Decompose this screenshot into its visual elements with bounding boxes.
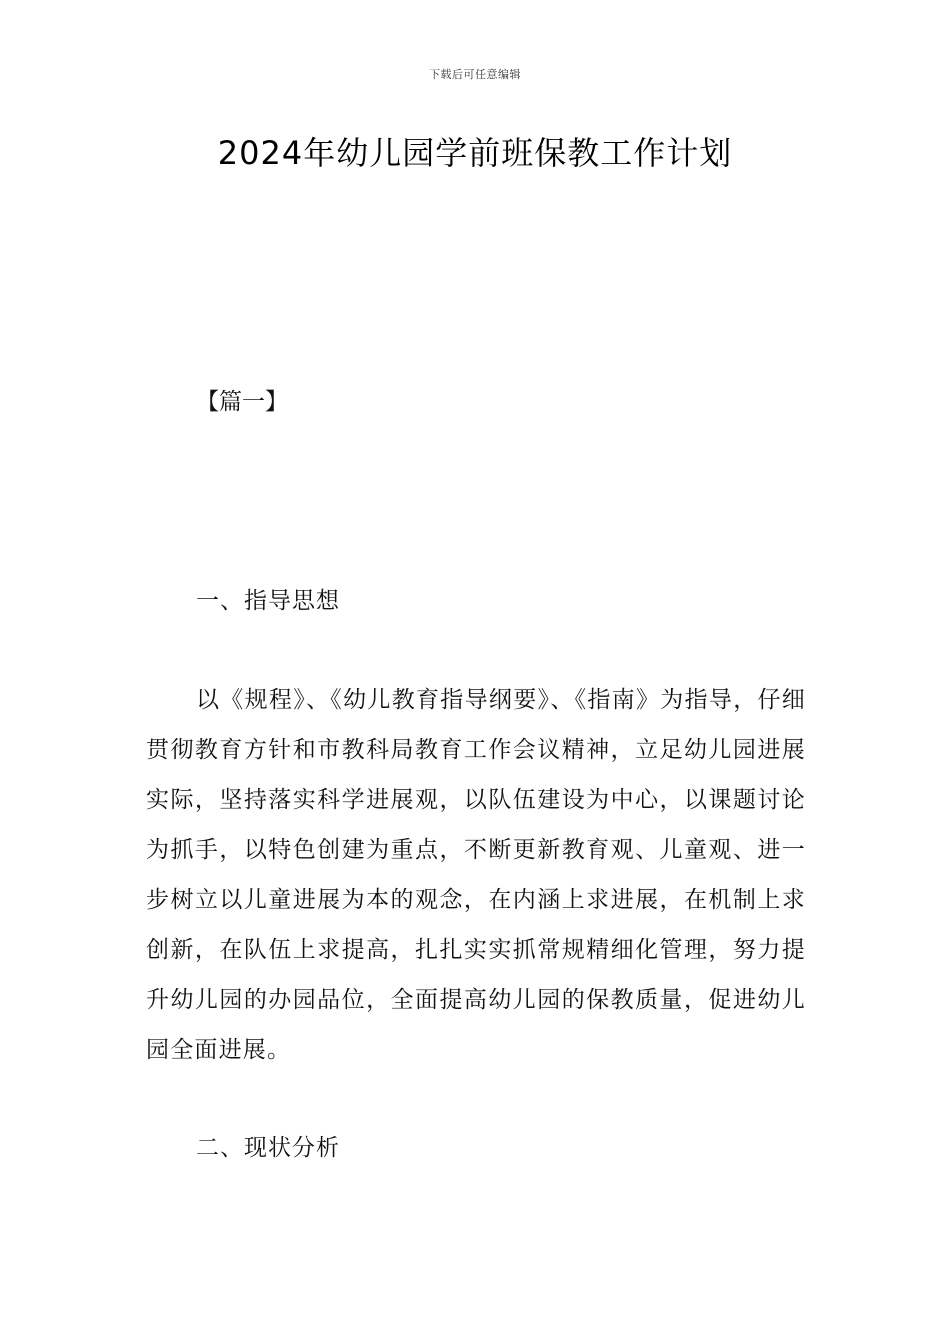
document-title: 2024年幼儿园学前班保教工作计划 [217,134,733,172]
heading-current-analysis: 二、现状分析 [196,1135,340,1161]
paragraph-guiding-ideology: 以《规程》、《幼儿教育指导纲要》、《指南》为指导，仔细贯彻教育方针和市教科局教育工作会议精神，立足幼儿园进展实际，坚持落实科学进展观，以队伍建设为中心，以课题讨论为抓手，以特色创建为重点，不断更新教育观、儿童观、进一步树立以儿童进展为本的观念，在内涵上求进展，在机制上求创新，在队伍上求提高，扎扎实实抓常规精细化管理，努力提升幼儿园的办园品位，全面提高幼儿园的保教质量，促进幼儿园全面进展。 [146,687,806,1063]
heading-guiding-ideology: 一、指导思想 [196,588,340,614]
header-note: 下载后可任意编辑 [429,68,521,81]
section-label: 【篇一】 [196,389,288,415]
